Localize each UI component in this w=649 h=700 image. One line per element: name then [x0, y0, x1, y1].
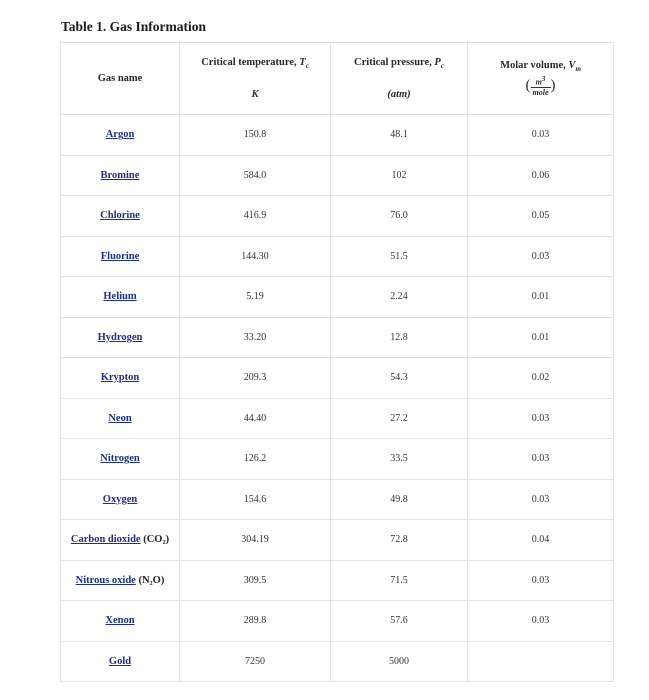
gas-name-link[interactable]: Krypton	[100, 372, 140, 384]
table-row	[61, 601, 614, 642]
critical-temperature-cell: 7250	[180, 641, 331, 682]
critical-temperature-cell: 304.19	[180, 520, 331, 561]
table-row	[61, 398, 614, 439]
molar-volume-cell: 0.03	[468, 560, 614, 601]
critical-temperature-cell: 289.8	[180, 601, 331, 642]
table-row	[61, 358, 614, 399]
gas-name-link[interactable]: Nitrous oxide	[75, 574, 136, 586]
header-critical-pressure: Critical pressure, $P_c$ (atm)	[331, 43, 468, 115]
gas-name-link[interactable]: Hydrogen	[97, 331, 143, 343]
table-header-row	[61, 43, 614, 115]
molar-volume-cell: 0.05	[468, 196, 614, 237]
critical-pressure-cell: 5000	[331, 641, 468, 682]
table-row	[61, 520, 614, 561]
molar-volume-cell: 0.03	[468, 398, 614, 439]
gas-name-link[interactable]: Nitrogen	[100, 453, 140, 465]
molar-volume-cell: 0.03	[468, 479, 614, 520]
critical-pressure-cell: 33.5	[331, 439, 468, 480]
critical-temperature-cell: 126.2	[180, 439, 331, 480]
molar-volume-cell: 0.04	[468, 520, 614, 561]
critical-pressure-cell: 54.3	[331, 358, 468, 399]
critical-temperature-cell: 209.3	[180, 358, 331, 399]
gas-name-link[interactable]: Fluorine	[100, 250, 140, 262]
gas-name-cell	[61, 439, 180, 480]
molar-volume-cell: 0.02	[468, 358, 614, 399]
table-row	[61, 641, 614, 682]
critical-pressure-cell: 51.5	[331, 236, 468, 277]
molar-volume-cell: 0.06	[468, 155, 614, 196]
molar-volume-cell: 0.01	[468, 277, 614, 318]
critical-pressure-cell: 71.5	[331, 560, 468, 601]
critical-pressure-cell: 49.8	[331, 479, 468, 520]
critical-temperature-cell: 309.5	[180, 560, 331, 601]
gas-name-cell	[61, 520, 180, 561]
gas-name-link[interactable]: Neon	[108, 412, 132, 424]
molar-volume-cell: 0.03	[468, 115, 614, 156]
critical-pressure-cell: 57.6	[331, 601, 468, 642]
molar-volume-cell: 0.01	[468, 317, 614, 358]
critical-pressure-cell: 48.1	[331, 115, 468, 156]
critical-temperature-cell: 416.9	[180, 196, 331, 237]
molar-volume-cell: 0.03	[468, 439, 614, 480]
table-row	[61, 236, 614, 277]
gas-name-link[interactable]: Xenon	[105, 615, 135, 627]
critical-pressure-cell: 2.24	[331, 277, 468, 318]
header-gas-name: Gas name	[61, 43, 180, 115]
table-row	[61, 115, 614, 156]
gas-formula: (CO₂)	[143, 534, 170, 546]
table-row	[61, 560, 614, 601]
gas-information-table	[60, 42, 614, 682]
critical-temperature-cell: 33.20	[180, 317, 331, 358]
gas-name-cell	[61, 398, 180, 439]
molar-volume-cell: 0.03	[468, 601, 614, 642]
header-molar-volume-unit: ( $\frac{m^3}{\text{mole}}$ )	[525, 75, 556, 97]
critical-pressure-cell: 102	[331, 155, 468, 196]
critical-pressure-cell: 27.2	[331, 398, 468, 439]
critical-pressure-cell: 72.8	[331, 520, 468, 561]
molar-volume-cell: 0.03	[468, 236, 614, 277]
table-row	[61, 479, 614, 520]
molar-volume-cell	[468, 641, 614, 682]
gas-name-cell	[61, 358, 180, 399]
gas-name-link[interactable]: Argon	[105, 129, 135, 141]
gas-name-link[interactable]: Oxygen	[102, 493, 138, 505]
header-critical-temperature: Critical temperature, $T_c$ K	[180, 43, 331, 115]
critical-temperature-cell: 144.30	[180, 236, 331, 277]
gas-name-link[interactable]: Gold	[108, 655, 132, 667]
table-row	[61, 277, 614, 318]
critical-temperature-cell: 584.0	[180, 155, 331, 196]
critical-temperature-cell: 5.19	[180, 277, 331, 318]
gas-name-cell	[61, 560, 180, 601]
table-row	[61, 317, 614, 358]
gas-name-cell	[61, 479, 180, 520]
critical-temperature-cell: 150.8	[180, 115, 331, 156]
table-row	[61, 439, 614, 480]
gas-name-cell	[61, 641, 180, 682]
gas-name-cell	[61, 196, 180, 237]
table-title: Table 1. Gas Information	[61, 19, 207, 34]
gas-name-link[interactable]: Bromine	[100, 169, 140, 181]
header-critical-temperature-unit: K	[251, 88, 259, 100]
gas-name-cell	[61, 115, 180, 156]
gas-name-link[interactable]: Helium	[103, 291, 137, 303]
critical-temperature-cell: 44.40	[180, 398, 331, 439]
gas-formula: (N₂O)	[138, 574, 165, 586]
gas-name-cell	[61, 155, 180, 196]
header-critical-pressure-unit: (atm)	[387, 88, 411, 100]
gas-name-cell	[61, 236, 180, 277]
table-row	[61, 196, 614, 237]
gas-name-cell	[61, 317, 180, 358]
critical-pressure-cell: 12.8	[331, 317, 468, 358]
table-row	[61, 155, 614, 196]
gas-name-cell	[61, 601, 180, 642]
critical-pressure-cell: 76.0	[331, 196, 468, 237]
gas-name-cell	[61, 277, 180, 318]
gas-name-link[interactable]: Chlorine	[100, 210, 140, 222]
gas-name-link[interactable]: Carbon dioxide	[70, 534, 141, 546]
critical-temperature-cell: 154.6	[180, 479, 331, 520]
header-molar-volume: Molar volume, $V_m$ ( $\frac{m^3}{\text{mole}}$ )	[468, 43, 614, 115]
